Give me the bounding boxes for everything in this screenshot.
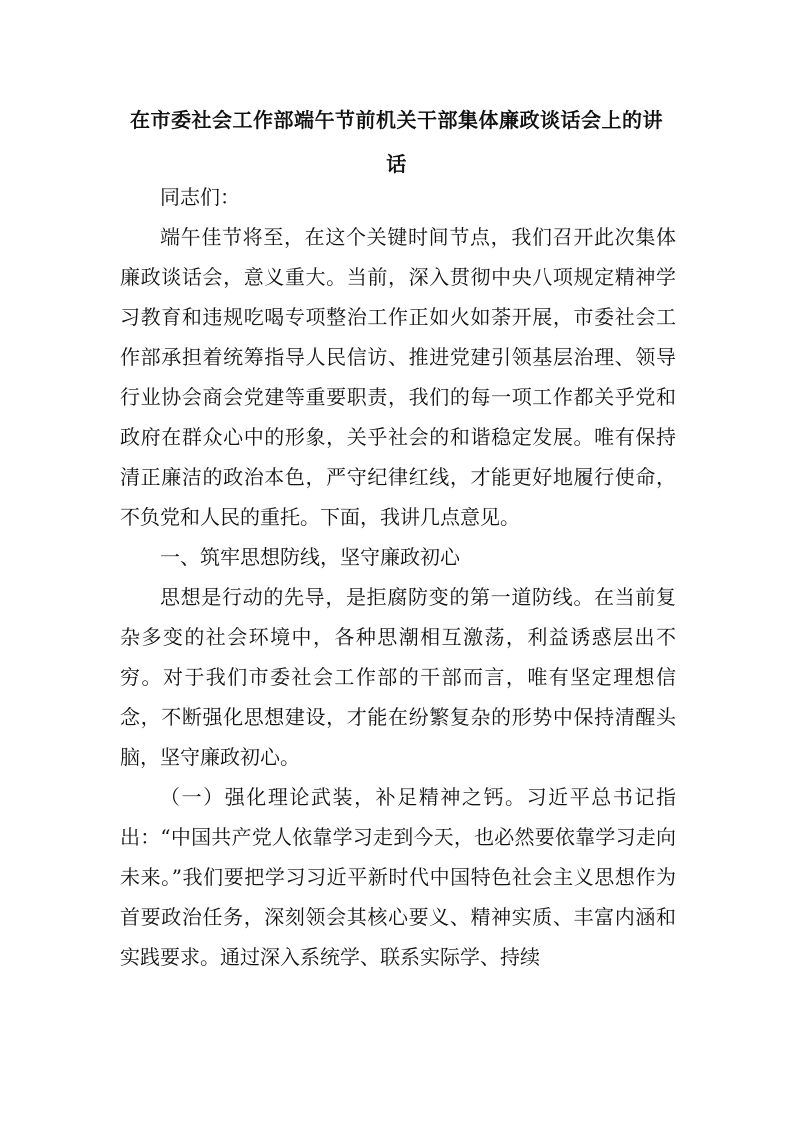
section-heading-1: 一、筑牢思想防线，坚守廉政初心 xyxy=(160,545,460,569)
paragraph-intro: 端午佳节将至，在这个关键时间节点，我们召开此次集体廉政谈话会，意义重大。当前，深入贯彻中央八项规定精神学习教育和违规吃喝专项整治工作正如火如荼开展，市委社会工作部承担着统筹指导人民信访、推进党建引领基层治理、领导行业协会商会党建等重要职责，我们的每一项工作都关乎党和政府在群众心中的形象，关乎社会的和谐稳定发展。唯有保持清正廉洁的政治本色，严守纪律红线，才能更好地履行使命，不负党和人民的重托。下面，我讲几点意见。 xyxy=(120,225,676,529)
document-body xyxy=(120,177,676,977)
paragraph-subsection-1: （一）强化理论武装，补足精神之钙。习近平总书记指出：“中国共产党人依靠学习走到今天，也必然要依靠学习走向未来。”我们要把学习习近平新时代中国特色社会主义思想作为首要政治任务，深刻领会其核心要义、精神实质、丰富内涵和实践要求。通过深入系统学、联系实际学、持续 xyxy=(120,785,676,969)
document-title: 在市委社会工作部端午节前机关干部集体廉政谈话会上的讲话 xyxy=(130,108,663,176)
salutation: 同志们： xyxy=(160,185,240,209)
paragraph-section-1: 思想是行动的先导，是拒腐防变的第一道防线。在当前复杂多变的社会环境中，各种思潮相互激荡，利益诱惑层出不穷。对于我们市委社会工作部的干部而言，唯有坚定理想信念，不断强化思想建设，才能在纷繁复杂的形势中保持清醒头脑，坚守廉政初心。 xyxy=(120,585,676,769)
